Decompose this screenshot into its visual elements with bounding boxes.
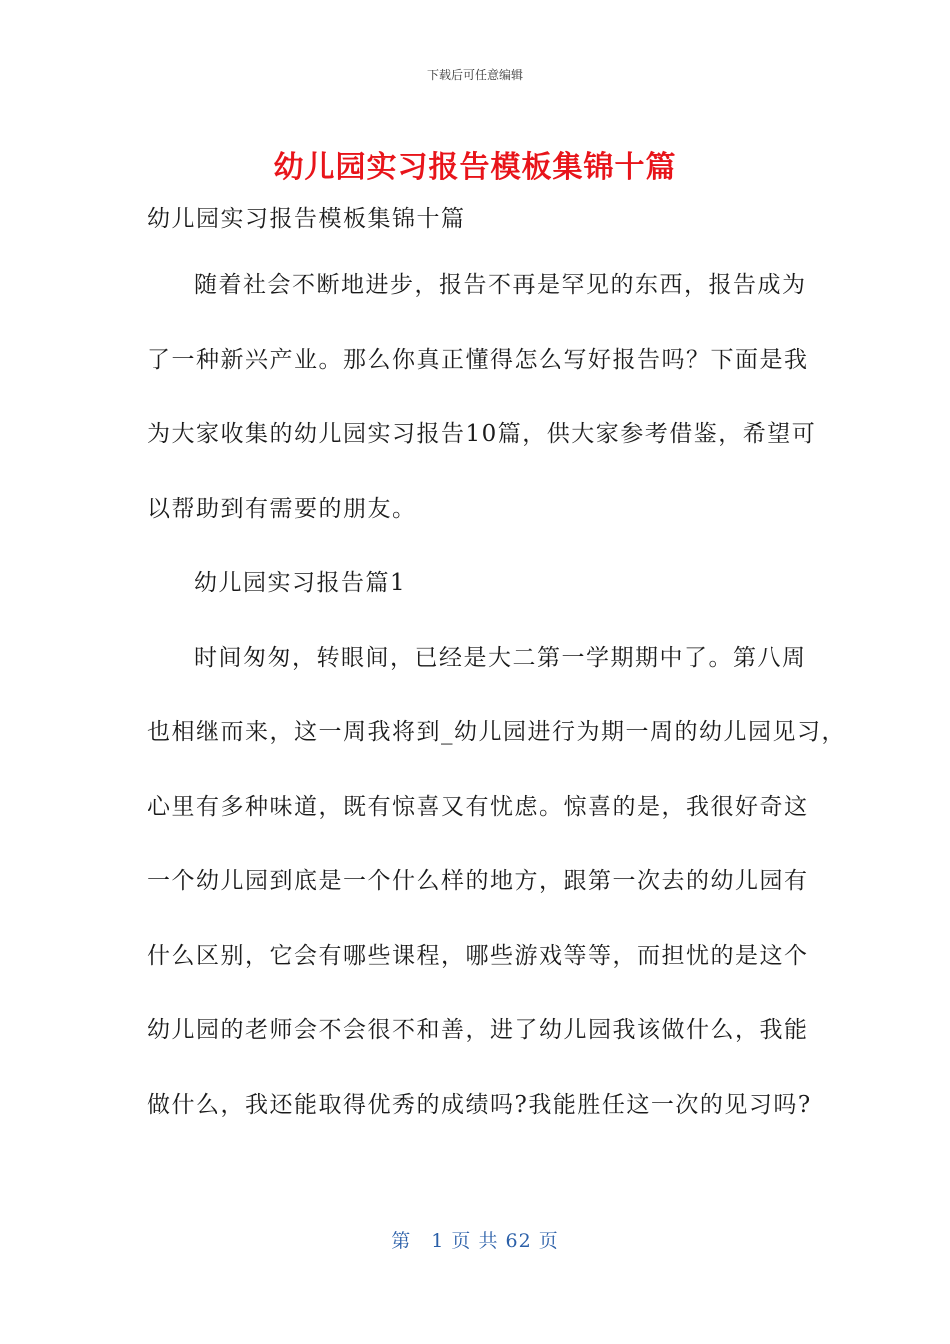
paragraph-line: 一个幼儿园到底是一个什么样的地方，跟第一次去的幼儿园有 [147, 868, 809, 894]
document-body [147, 196, 846, 1156]
paragraph-line: 以帮助到有需要的朋友。 [147, 495, 417, 522]
paragraph-line: 什么区别，它会有哪些课程，哪些游戏等等，而担忧的是这个 [147, 942, 809, 969]
document-title: 幼儿园实习报告模板集锦十篇 [273, 150, 677, 185]
paragraph-line: 为大家收集的幼儿园实习报告10篇，供大家参考借鉴，希望可 [147, 421, 817, 447]
paragraph-line: 做什么，我还能取得优秀的成绩吗?我能胜任这一次的见习吗? [147, 1091, 812, 1118]
paragraph-line: 随着社会不断地进步，报告不再是罕见的东西，报告成为 [194, 272, 807, 298]
document-subtitle: 幼儿园实习报告模板集锦十篇 [147, 206, 466, 232]
paragraph-line: 了一种新兴产业。那么你真正懂得怎么写好报告吗？下面是我 [147, 346, 809, 373]
page-header-note: 下载后可任意编辑 [426, 68, 523, 82]
page-number-footer: 第 1 页 共 62 页 [391, 1230, 559, 1252]
paragraph-line: 也相继而来，这一周我将到_幼儿园进行为期一周的幼儿园见习， [147, 719, 846, 745]
paragraph-line: 幼儿园的老师会不会很不和善，进了幼儿园我该做什么，我能 [147, 1017, 809, 1043]
paragraph-line: 时间匆匆，转眼间，已经是大二第一学期期中了。第八周 [194, 644, 807, 671]
section-heading: 幼儿园实习报告篇1 [194, 570, 407, 596]
paragraph-line: 心里有多种味道，既有惊喜又有忧虑。惊喜的是，我很好奇这 [147, 793, 809, 820]
